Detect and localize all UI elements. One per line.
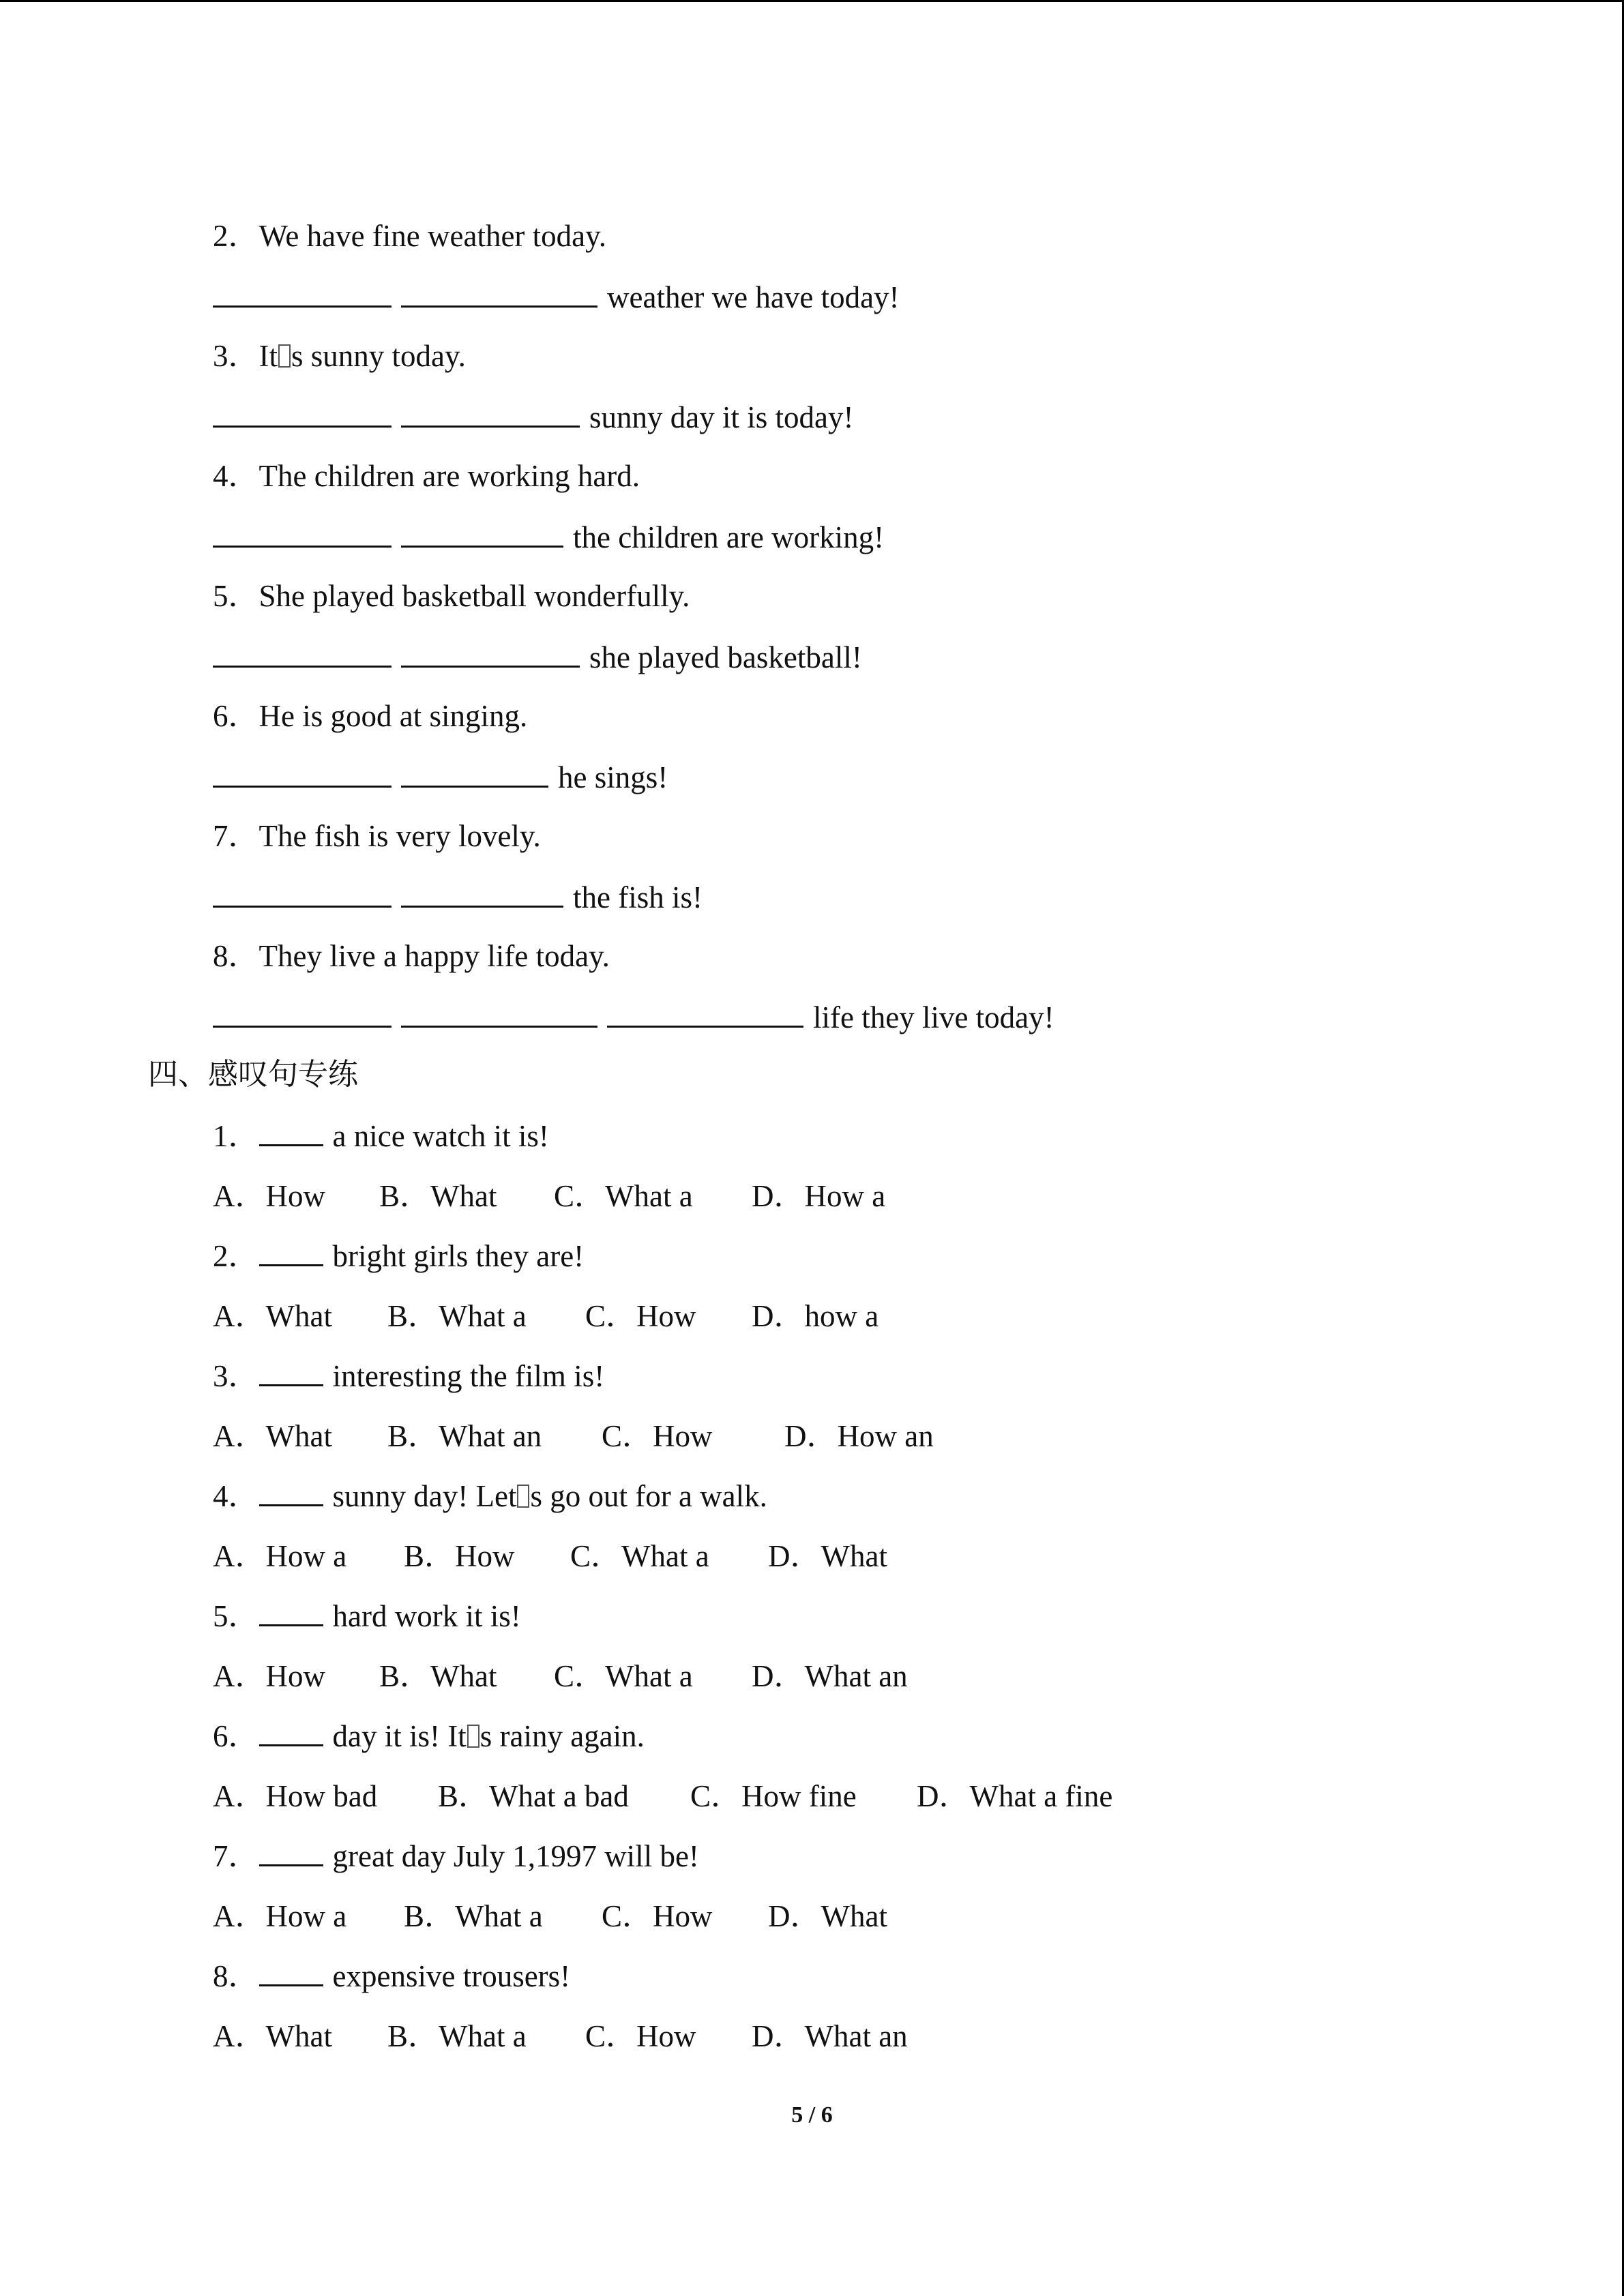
answer-blank[interactable]: [259, 1742, 323, 1746]
option-a[interactable]: A．How: [213, 1659, 325, 1693]
q3-3-answer: sunny day it is today!: [213, 402, 853, 433]
page-number: 5 / 6: [791, 2102, 833, 2128]
q3-8-answer: life they live today!: [213, 1002, 1054, 1033]
option-d[interactable]: D．How a: [752, 1179, 886, 1213]
option-d[interactable]: D．What an: [752, 1659, 908, 1693]
q4-2-stem: 2． bright girls they are!: [213, 1239, 585, 1273]
option-d[interactable]: D．What a fine: [917, 1779, 1113, 1813]
option-d[interactable]: D．What: [768, 1539, 887, 1573]
q4-6-options: [213, 1781, 1112, 1812]
q3-4-answer: the children are working!: [213, 522, 884, 553]
option-a[interactable]: A．What: [213, 1419, 332, 1453]
q4-2-options: [213, 1301, 879, 1332]
q4-3-stem: 3． interesting the film is!: [213, 1359, 605, 1393]
answer-blank[interactable]: [213, 303, 392, 308]
option-b[interactable]: B．What a bad: [438, 1779, 629, 1813]
q3-3-sentence: 3．It s sunny today.: [213, 339, 466, 373]
option-b[interactable]: B．What an: [387, 1419, 542, 1453]
q4-1-options: [213, 1181, 885, 1212]
option-b[interactable]: B．What: [379, 1659, 497, 1693]
answer-blank[interactable]: [213, 543, 392, 548]
q3-8-sentence: 8．They live a happy life today.: [213, 939, 610, 973]
answer-blank[interactable]: [401, 423, 580, 428]
answer-blank[interactable]: [401, 543, 563, 548]
q3-2-sentence: 2．We have fine weather today.: [213, 219, 606, 253]
answer-blank[interactable]: [213, 663, 392, 668]
q3-5-answer: she played basketball!: [213, 642, 862, 673]
answer-blank[interactable]: [259, 1382, 323, 1386]
answer-blank[interactable]: [401, 303, 597, 308]
option-c[interactable]: C．How: [585, 1299, 696, 1333]
answer-blank[interactable]: [607, 1023, 803, 1028]
option-c[interactable]: C．How: [602, 1899, 713, 1933]
q4-5-options: [213, 1661, 908, 1692]
answer-blank[interactable]: [401, 663, 580, 668]
answer-blank[interactable]: [213, 423, 392, 428]
q3-4-sentence: 4．The children are working hard.: [213, 459, 640, 493]
option-a[interactable]: A．How bad: [213, 1779, 378, 1813]
answer-blank[interactable]: [401, 783, 548, 788]
q4-8-options: [213, 2021, 908, 2052]
answer-blank[interactable]: [259, 1982, 323, 1986]
q4-7-options: [213, 1901, 887, 1932]
q3-2-answer: weather we have today!: [213, 282, 900, 313]
option-c[interactable]: C．What a: [570, 1539, 709, 1573]
q3-7-answer: the fish is!: [213, 882, 703, 913]
q3-7-sentence: 7．The fish is very lovely.: [213, 819, 541, 853]
answer-blank[interactable]: [213, 783, 392, 788]
option-c[interactable]: C．What a: [554, 1179, 693, 1213]
answer-blank[interactable]: [213, 1023, 392, 1028]
option-a[interactable]: A．What: [213, 2019, 332, 2053]
answer-blank[interactable]: [259, 1142, 323, 1146]
q4-6-stem: 6． day it is! It s rainy again.: [213, 1719, 645, 1753]
option-b[interactable]: B．How: [404, 1539, 515, 1573]
option-a[interactable]: A．How a: [213, 1539, 347, 1573]
option-c[interactable]: C．How fine: [690, 1779, 857, 1813]
option-a[interactable]: A．What: [213, 1299, 332, 1333]
answer-blank[interactable]: [213, 903, 392, 908]
q3-5-sentence: 5．She played basketball wonderfully.: [213, 579, 690, 613]
option-d[interactable]: D．What: [768, 1899, 887, 1933]
option-b[interactable]: B．What: [379, 1179, 497, 1213]
option-a[interactable]: A．How a: [213, 1899, 347, 1933]
answer-blank[interactable]: [259, 1262, 323, 1266]
option-b[interactable]: B．What a: [404, 1899, 543, 1933]
option-b[interactable]: B．What a: [387, 2019, 527, 2053]
option-d[interactable]: D．how a: [752, 1299, 879, 1333]
option-b[interactable]: B．What a: [387, 1299, 527, 1333]
q4-4-stem: 4． sunny day! Let s go out for a walk.: [213, 1479, 767, 1513]
missing-glyph-icon: [278, 344, 291, 368]
missing-glyph-icon: [467, 1725, 479, 1748]
q4-1-stem: 1． a nice watch it is!: [213, 1119, 549, 1153]
option-c[interactable]: C．How: [585, 2019, 696, 2053]
answer-blank[interactable]: [259, 1622, 323, 1626]
section-heading: 四、感叹句专练: [148, 1057, 358, 1092]
q4-5-stem: 5． hard work it is!: [213, 1599, 521, 1633]
answer-blank[interactable]: [259, 1502, 323, 1506]
option-c[interactable]: C．What a: [554, 1659, 693, 1693]
answer-blank[interactable]: [259, 1862, 323, 1866]
q3-6-answer: he sings!: [213, 762, 668, 793]
option-a[interactable]: A．How: [213, 1179, 325, 1213]
answer-blank[interactable]: [401, 1023, 597, 1028]
q4-4-options: [213, 1541, 887, 1572]
option-d[interactable]: D．What an: [752, 2019, 908, 2053]
q3-6-sentence: 6．He is good at singing.: [213, 699, 528, 733]
q4-3-options: [213, 1421, 934, 1452]
missing-glyph-icon: [517, 1485, 529, 1508]
answer-blank[interactable]: [401, 903, 563, 908]
q4-7-stem: 7． great day July 1,1997 will be!: [213, 1839, 699, 1873]
page-border-top: [0, 0, 1624, 2]
option-c[interactable]: C．How: [602, 1419, 713, 1453]
option-d[interactable]: D．How an: [784, 1419, 934, 1453]
q4-8-stem: 8． expensive trousers!: [213, 1959, 571, 1993]
